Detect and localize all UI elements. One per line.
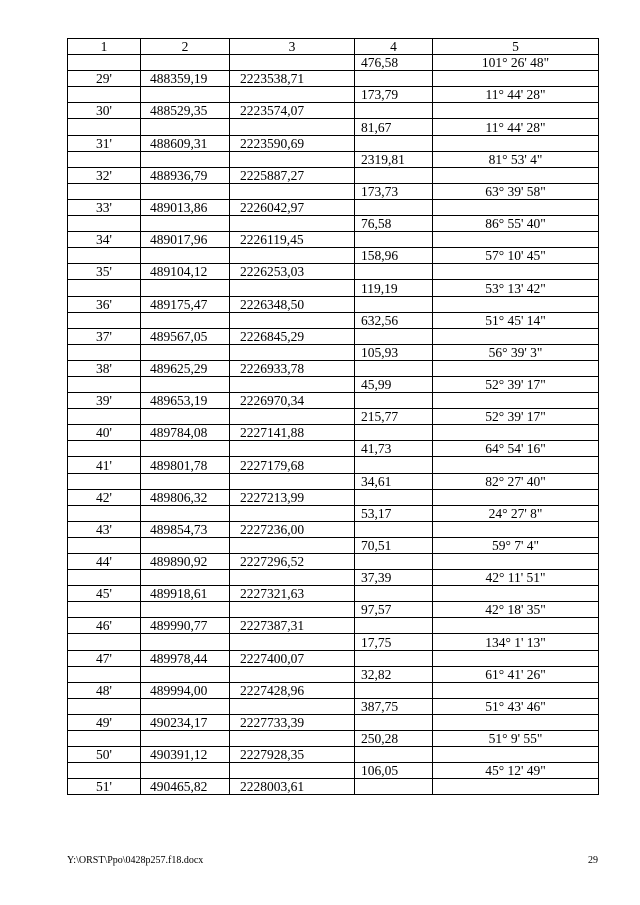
cell-angle: 51° 43' 46" <box>433 698 599 714</box>
cell-point: 40' <box>68 425 141 441</box>
cell-distance: 2319,81 <box>355 151 433 167</box>
cell-x <box>141 312 230 328</box>
cell-point <box>68 537 141 553</box>
cell-angle <box>433 682 599 698</box>
cell-y <box>230 634 355 650</box>
cell-y: 2223590,69 <box>230 135 355 151</box>
cell-angle <box>433 521 599 537</box>
cell-point: 35' <box>68 264 141 280</box>
cell-y <box>230 505 355 521</box>
cell-y: 2223574,07 <box>230 103 355 119</box>
cell-y: 2227141,88 <box>230 425 355 441</box>
table-row <box>68 119 599 135</box>
cell-point: 47' <box>68 650 141 666</box>
cell-distance <box>355 296 433 312</box>
cell-point: 38' <box>68 360 141 376</box>
cell-distance: 215,77 <box>355 409 433 425</box>
cell-y <box>230 602 355 618</box>
cell-x <box>141 55 230 71</box>
cell-x: 489013,86 <box>141 199 230 215</box>
cell-x: 488936,79 <box>141 167 230 183</box>
table-row <box>68 586 599 602</box>
cell-distance: 105,93 <box>355 344 433 360</box>
cell-distance <box>355 457 433 473</box>
cell-distance <box>355 425 433 441</box>
table-row <box>68 409 599 425</box>
cell-angle: 51° 9' 55" <box>433 731 599 747</box>
cell-point: 33' <box>68 199 141 215</box>
cell-x: 489801,78 <box>141 457 230 473</box>
table-row <box>68 714 599 730</box>
cell-x <box>141 409 230 425</box>
table-row <box>68 183 599 199</box>
table-row <box>68 457 599 473</box>
cell-distance: 106,05 <box>355 763 433 779</box>
cell-y: 2227179,68 <box>230 457 355 473</box>
cell-x: 489653,19 <box>141 393 230 409</box>
cell-point <box>68 119 141 135</box>
cell-point: 36' <box>68 296 141 312</box>
cell-point: 34' <box>68 232 141 248</box>
table-row <box>68 537 599 553</box>
cell-y: 2226970,34 <box>230 393 355 409</box>
table-row <box>68 248 599 264</box>
cell-y: 2227428,96 <box>230 682 355 698</box>
cell-angle: 134° 1' 13" <box>433 634 599 650</box>
table-row <box>68 521 599 537</box>
cell-distance <box>355 135 433 151</box>
cell-y: 2227321,63 <box>230 586 355 602</box>
cell-distance: 32,82 <box>355 666 433 682</box>
cell-angle: 81° 53' 4" <box>433 151 599 167</box>
cell-angle <box>433 714 599 730</box>
cell-point <box>68 87 141 103</box>
cell-point <box>68 441 141 457</box>
table-row <box>68 666 599 682</box>
cell-distance <box>355 650 433 666</box>
table-row <box>68 570 599 586</box>
cell-distance <box>355 779 433 795</box>
cell-distance: 41,73 <box>355 441 433 457</box>
cell-point: 32' <box>68 167 141 183</box>
table-row <box>68 135 599 151</box>
cell-point <box>68 344 141 360</box>
col-header-x: 2 <box>141 39 230 55</box>
table-row <box>68 763 599 779</box>
cell-angle <box>433 747 599 763</box>
table-row <box>68 312 599 328</box>
cell-angle <box>433 425 599 441</box>
table-row <box>68 425 599 441</box>
table-row <box>68 103 599 119</box>
cell-x: 489017,96 <box>141 232 230 248</box>
cell-x <box>141 698 230 714</box>
cell-distance <box>355 103 433 119</box>
cell-point <box>68 698 141 714</box>
cell-distance: 119,19 <box>355 280 433 296</box>
cell-point: 43' <box>68 521 141 537</box>
cell-angle: 86° 55' 40" <box>433 216 599 232</box>
cell-x: 489918,61 <box>141 586 230 602</box>
table-row <box>68 232 599 248</box>
cell-y: 2223538,71 <box>230 71 355 87</box>
cell-x <box>141 537 230 553</box>
table-row <box>68 731 599 747</box>
cell-angle: 82° 27' 40" <box>433 473 599 489</box>
cell-x <box>141 505 230 521</box>
cell-angle <box>433 650 599 666</box>
cell-distance: 173,73 <box>355 183 433 199</box>
cell-angle <box>433 71 599 87</box>
cell-distance: 81,67 <box>355 119 433 135</box>
table-row <box>68 360 599 376</box>
cell-y <box>230 248 355 264</box>
cell-angle: 57° 10' 45" <box>433 248 599 264</box>
cell-point <box>68 666 141 682</box>
cell-angle: 45° 12' 49" <box>433 763 599 779</box>
cell-distance <box>355 554 433 570</box>
cell-point <box>68 602 141 618</box>
cell-y <box>230 570 355 586</box>
table-header-row <box>68 39 599 55</box>
cell-angle <box>433 554 599 570</box>
cell-point <box>68 505 141 521</box>
cell-y <box>230 666 355 682</box>
table-row <box>68 441 599 457</box>
cell-y <box>230 183 355 199</box>
cell-distance: 632,56 <box>355 312 433 328</box>
table-row <box>68 505 599 521</box>
cell-distance <box>355 167 433 183</box>
table-row <box>68 473 599 489</box>
cell-point: 41' <box>68 457 141 473</box>
cell-x <box>141 151 230 167</box>
cell-distance: 37,39 <box>355 570 433 586</box>
cell-y <box>230 344 355 360</box>
cell-angle: 51° 45' 14" <box>433 312 599 328</box>
cell-distance: 173,79 <box>355 87 433 103</box>
cell-point <box>68 763 141 779</box>
cell-y <box>230 55 355 71</box>
cell-distance <box>355 232 433 248</box>
cell-angle <box>433 618 599 634</box>
cell-distance <box>355 521 433 537</box>
cell-distance <box>355 71 433 87</box>
cell-x: 489567,05 <box>141 328 230 344</box>
cell-point <box>68 409 141 425</box>
table-row <box>68 167 599 183</box>
cell-distance <box>355 199 433 215</box>
cell-distance <box>355 393 433 409</box>
cell-angle <box>433 296 599 312</box>
cell-angle <box>433 264 599 280</box>
cell-angle <box>433 360 599 376</box>
cell-x: 489994,00 <box>141 682 230 698</box>
cell-angle: 101° 26' 48" <box>433 55 599 71</box>
cell-distance: 17,75 <box>355 634 433 650</box>
table-row <box>68 55 599 71</box>
cell-angle: 59° 7' 4" <box>433 537 599 553</box>
cell-x <box>141 216 230 232</box>
cell-point <box>68 280 141 296</box>
cell-point <box>68 151 141 167</box>
cell-angle: 64° 54' 16" <box>433 441 599 457</box>
cell-point: 42' <box>68 489 141 505</box>
cell-y: 2227213,99 <box>230 489 355 505</box>
cell-x <box>141 248 230 264</box>
cell-distance: 45,99 <box>355 376 433 392</box>
cell-angle: 56° 39' 3" <box>433 344 599 360</box>
cell-distance <box>355 682 433 698</box>
cell-y: 2226933,78 <box>230 360 355 376</box>
cell-x: 489978,44 <box>141 650 230 666</box>
cell-x <box>141 731 230 747</box>
cell-y: 2227296,52 <box>230 554 355 570</box>
cell-angle <box>433 103 599 119</box>
table-row <box>68 280 599 296</box>
cell-y: 2227387,31 <box>230 618 355 634</box>
cell-point <box>68 183 141 199</box>
cell-point <box>68 248 141 264</box>
table-row <box>68 344 599 360</box>
cell-x <box>141 666 230 682</box>
cell-angle: 53° 13' 42" <box>433 280 599 296</box>
cell-point <box>68 55 141 71</box>
cell-distance: 250,28 <box>355 731 433 747</box>
cell-distance <box>355 328 433 344</box>
table-row <box>68 634 599 650</box>
table-row <box>68 682 599 698</box>
cell-y <box>230 216 355 232</box>
table-row <box>68 779 599 795</box>
table-row <box>68 199 599 215</box>
cell-distance <box>355 747 433 763</box>
cell-y <box>230 698 355 714</box>
cell-angle <box>433 779 599 795</box>
cell-x <box>141 87 230 103</box>
table-row <box>68 650 599 666</box>
cell-point <box>68 216 141 232</box>
cell-y: 2227733,39 <box>230 714 355 730</box>
cell-angle <box>433 393 599 409</box>
cell-y: 2226348,50 <box>230 296 355 312</box>
table-row <box>68 489 599 505</box>
cell-distance: 34,61 <box>355 473 433 489</box>
cell-y <box>230 537 355 553</box>
cell-distance: 70,51 <box>355 537 433 553</box>
table-row <box>68 328 599 344</box>
footer-file-path: Y:\ORST\Ppo\0428p257.f18.docx <box>67 855 204 866</box>
cell-x: 489854,73 <box>141 521 230 537</box>
cell-point: 37' <box>68 328 141 344</box>
cell-point: 29' <box>68 71 141 87</box>
cell-x: 489625,29 <box>141 360 230 376</box>
table-row <box>68 376 599 392</box>
cell-y: 2226042,97 <box>230 199 355 215</box>
cell-angle <box>433 232 599 248</box>
table-row <box>68 747 599 763</box>
cell-angle: 52° 39' 17" <box>433 409 599 425</box>
table-row <box>68 618 599 634</box>
cell-angle: 61° 41' 26" <box>433 666 599 682</box>
col-header-point: 1 <box>68 39 141 55</box>
cell-point: 44' <box>68 554 141 570</box>
cell-x <box>141 183 230 199</box>
cell-x: 489175,47 <box>141 296 230 312</box>
table-row <box>68 554 599 570</box>
cell-x <box>141 570 230 586</box>
table-row <box>68 87 599 103</box>
cell-x <box>141 119 230 135</box>
cell-y <box>230 87 355 103</box>
cell-y: 2226845,29 <box>230 328 355 344</box>
cell-angle: 63° 39' 58" <box>433 183 599 199</box>
cell-y <box>230 473 355 489</box>
cell-x <box>141 376 230 392</box>
cell-angle: 42° 18' 35" <box>433 602 599 618</box>
page-number: 29 <box>588 855 598 866</box>
cell-x <box>141 602 230 618</box>
cell-angle <box>433 135 599 151</box>
cell-x <box>141 763 230 779</box>
cell-point: 50' <box>68 747 141 763</box>
cell-distance: 76,58 <box>355 216 433 232</box>
cell-x: 489104,12 <box>141 264 230 280</box>
cell-y <box>230 312 355 328</box>
cell-distance <box>355 489 433 505</box>
cell-y <box>230 763 355 779</box>
cell-angle <box>433 586 599 602</box>
cell-angle <box>433 199 599 215</box>
cell-distance <box>355 360 433 376</box>
cell-y: 2227400,07 <box>230 650 355 666</box>
cell-x: 489890,92 <box>141 554 230 570</box>
coordinates-table <box>67 38 599 795</box>
cell-y: 2227236,00 <box>230 521 355 537</box>
table-row <box>68 216 599 232</box>
cell-point: 46' <box>68 618 141 634</box>
table-row <box>68 151 599 167</box>
cell-distance: 387,75 <box>355 698 433 714</box>
cell-angle <box>433 167 599 183</box>
cell-x: 489784,08 <box>141 425 230 441</box>
col-header-distance: 4 <box>355 39 433 55</box>
cell-angle: 24° 27' 8" <box>433 505 599 521</box>
cell-distance: 158,96 <box>355 248 433 264</box>
cell-angle: 11° 44' 28" <box>433 119 599 135</box>
cell-angle <box>433 457 599 473</box>
cell-point: 48' <box>68 682 141 698</box>
cell-y: 2227928,35 <box>230 747 355 763</box>
cell-y <box>230 441 355 457</box>
table-row <box>68 602 599 618</box>
cell-distance <box>355 264 433 280</box>
table-row <box>68 393 599 409</box>
cell-distance <box>355 618 433 634</box>
cell-point <box>68 634 141 650</box>
cell-point <box>68 731 141 747</box>
cell-y <box>230 119 355 135</box>
cell-point: 45' <box>68 586 141 602</box>
cell-angle: 52° 39' 17" <box>433 376 599 392</box>
cell-distance <box>355 714 433 730</box>
cell-point <box>68 473 141 489</box>
cell-y: 2228003,61 <box>230 779 355 795</box>
cell-distance: 476,58 <box>355 55 433 71</box>
cell-x: 489990,77 <box>141 618 230 634</box>
cell-point <box>68 312 141 328</box>
cell-angle <box>433 328 599 344</box>
cell-x: 488609,31 <box>141 135 230 151</box>
cell-distance: 53,17 <box>355 505 433 521</box>
cell-y <box>230 409 355 425</box>
cell-angle <box>433 489 599 505</box>
cell-y: 2226253,03 <box>230 264 355 280</box>
cell-x <box>141 634 230 650</box>
cell-x: 490465,82 <box>141 779 230 795</box>
table-row <box>68 264 599 280</box>
cell-x: 488359,19 <box>141 71 230 87</box>
cell-angle: 11° 44' 28" <box>433 87 599 103</box>
cell-x: 489806,32 <box>141 489 230 505</box>
cell-point: 51' <box>68 779 141 795</box>
cell-y <box>230 731 355 747</box>
cell-x: 490391,12 <box>141 747 230 763</box>
cell-distance <box>355 586 433 602</box>
cell-x <box>141 473 230 489</box>
cell-point: 30' <box>68 103 141 119</box>
cell-y <box>230 376 355 392</box>
cell-x <box>141 344 230 360</box>
table-row <box>68 698 599 714</box>
cell-point <box>68 570 141 586</box>
cell-y <box>230 151 355 167</box>
col-header-angle: 5 <box>433 39 599 55</box>
cell-y: 2226119,45 <box>230 232 355 248</box>
cell-point: 49' <box>68 714 141 730</box>
cell-x: 490234,17 <box>141 714 230 730</box>
col-header-y: 3 <box>230 39 355 55</box>
cell-x <box>141 280 230 296</box>
cell-x: 488529,35 <box>141 103 230 119</box>
cell-x <box>141 441 230 457</box>
cell-angle: 42° 11' 51" <box>433 570 599 586</box>
cell-y: 2225887,27 <box>230 167 355 183</box>
cell-y <box>230 280 355 296</box>
table-body <box>68 55 599 795</box>
cell-point: 39' <box>68 393 141 409</box>
cell-point <box>68 376 141 392</box>
table-row <box>68 296 599 312</box>
table-row <box>68 71 599 87</box>
cell-distance: 97,57 <box>355 602 433 618</box>
cell-point: 31' <box>68 135 141 151</box>
